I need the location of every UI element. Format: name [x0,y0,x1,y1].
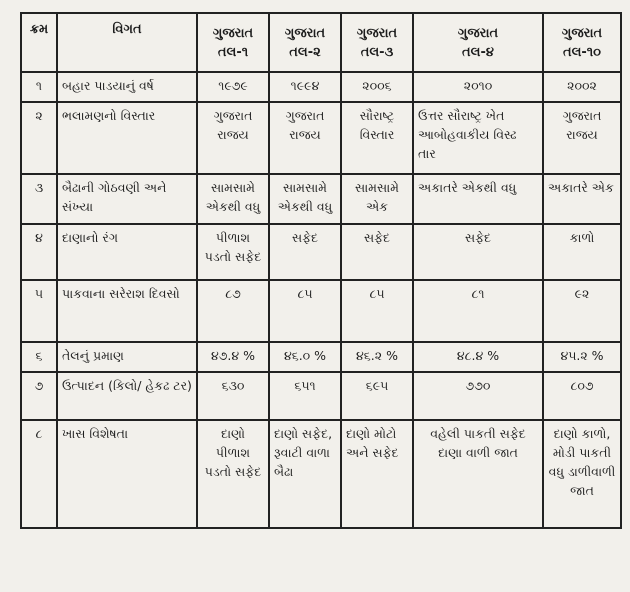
cell-tal3: દાણો મોટો અને સફેદ [341,420,413,528]
table-row [21,342,621,372]
header-col1-line2: તલ-૧ [217,44,249,60]
cell-tal10: ૮૦૭ [543,372,621,420]
header-col1-line1: ગુજરાત [212,25,254,41]
row-detail: બહાર પાડયાનું વર્ષ [57,72,197,102]
cell-tal3: સફેદ [341,224,413,280]
row-detail: ઉત્પાદન (કિલો/ હેકઢ ટર) [57,372,197,420]
row-num: ૨ [21,102,57,174]
row-num: ૧ [21,72,57,102]
row-detail: ભલામણનો વિસ્તાર [57,102,197,174]
cell-tal4: ૭૭૦ [413,372,543,420]
table-row [21,372,621,420]
cell-tal2: સામસામે એકથી વધુ [269,174,341,224]
cell-tal10: ૯૨ [543,280,621,342]
row-num: ૫ [21,280,57,342]
cell-tal1: ૮૭ [197,280,269,342]
table-row [21,174,621,224]
cell-tal10: કાળો [543,224,621,280]
header-col2-line2: તલ-૨ [289,44,321,60]
row-num: ૮ [21,420,57,528]
header-col5-line2: તલ-૧૦ [562,44,602,60]
cell-tal1: પીળાશ પડતો સફેદ [197,224,269,280]
cell-tal2: ૪૬.૦ % [269,342,341,372]
cell-tal4: ૨૦૧૦ [413,72,543,102]
cell-tal10: ગુજરાત રાજય [543,102,621,174]
cell-tal4: અકાતરે એકથી વધુ [413,174,543,224]
cell-tal10: અકાતરે એક [543,174,621,224]
row-detail: પાકવાના સરેરાશ દિવસો [57,280,197,342]
table-row [21,72,621,102]
header-col3 [341,13,413,72]
cell-tal2: ગુજરાત રાજય [269,102,341,174]
header-num: ક્રમ [21,13,57,72]
cell-tal3: સામસામે એક [341,174,413,224]
header-col3-line1: ગુજરાત [356,25,398,41]
table-row [21,224,621,280]
header-col3-line2: તલ-૩ [360,44,394,60]
row-num: ૪ [21,224,57,280]
cell-tal4: સફેદ [413,224,543,280]
cell-tal1: ૬૩૦ [197,372,269,420]
cell-tal3: ૪૬.૨ % [341,342,413,372]
sesame-varieties-table [20,12,622,529]
cell-tal2: ૮૫ [269,280,341,342]
row-num: ૭ [21,372,57,420]
row-detail: તેલનું પ્રમાણ [57,342,197,372]
table-row [21,420,621,528]
table-row [21,280,621,342]
cell-tal2: ૧૯૯૪ [269,72,341,102]
cell-tal1: ગુજરાત રાજય [197,102,269,174]
cell-tal3: સૌરાષ્ટ્ર વિસ્તાર [341,102,413,174]
header-col4-line2: તલ-૪ [462,44,494,60]
row-detail: બૈઢાની ગોઠવણી અને સંખ્યા [57,174,197,224]
cell-tal1: સામસામે એકથી વધુ [197,174,269,224]
cell-tal4: ૪૮.૪ % [413,342,543,372]
cell-tal2: ૬૫૧ [269,372,341,420]
header-col2 [269,13,341,72]
header-col5-line1: ગુજરાત [561,25,603,41]
cell-tal10: ૨૦૦૨ [543,72,621,102]
cell-tal4: ઉત્તર સૌરાષ્ટ્ર ખેત આબોહવાકીય વિસ્ઢ તાર [413,102,543,174]
cell-tal2: દાણો સફેદ, રૂવાટી વાળા બૈઢા [269,420,341,528]
cell-tal3: ૨૦૦૬ [341,72,413,102]
cell-tal2: સફેદ [269,224,341,280]
cell-tal10: દાણો કાળો, મોડી પાકતી વધુ ડાળીવાળી જાત [543,420,621,528]
table-row [21,102,621,174]
cell-tal1: દાણો પીળાશ પડતો સફેદ [197,420,269,528]
header-col4-line1: ગુજરાત [457,25,499,41]
cell-tal3: ૬૯૫ [341,372,413,420]
cell-tal3: ૮૫ [341,280,413,342]
row-num: ૬ [21,342,57,372]
header-row [21,13,621,72]
row-detail: ખાસ વિશેષતા [57,420,197,528]
row-num: ૩ [21,174,57,224]
header-detail: વિગત [57,13,197,72]
cell-tal4: ૮૧ [413,280,543,342]
cell-tal1: ૧૯૭૯ [197,72,269,102]
header-col1 [197,13,269,72]
cell-tal1: ૪૭.૪ % [197,342,269,372]
header-col4 [413,13,543,72]
cell-tal4: વહેલી પાકતી સફેદ દાણા વાળી જાત [413,420,543,528]
header-col2-line1: ગુજરાત [284,25,326,41]
header-col5 [543,13,621,72]
row-detail: દાણાનો રંગ [57,224,197,280]
cell-tal10: ૪૫.૨ % [543,342,621,372]
